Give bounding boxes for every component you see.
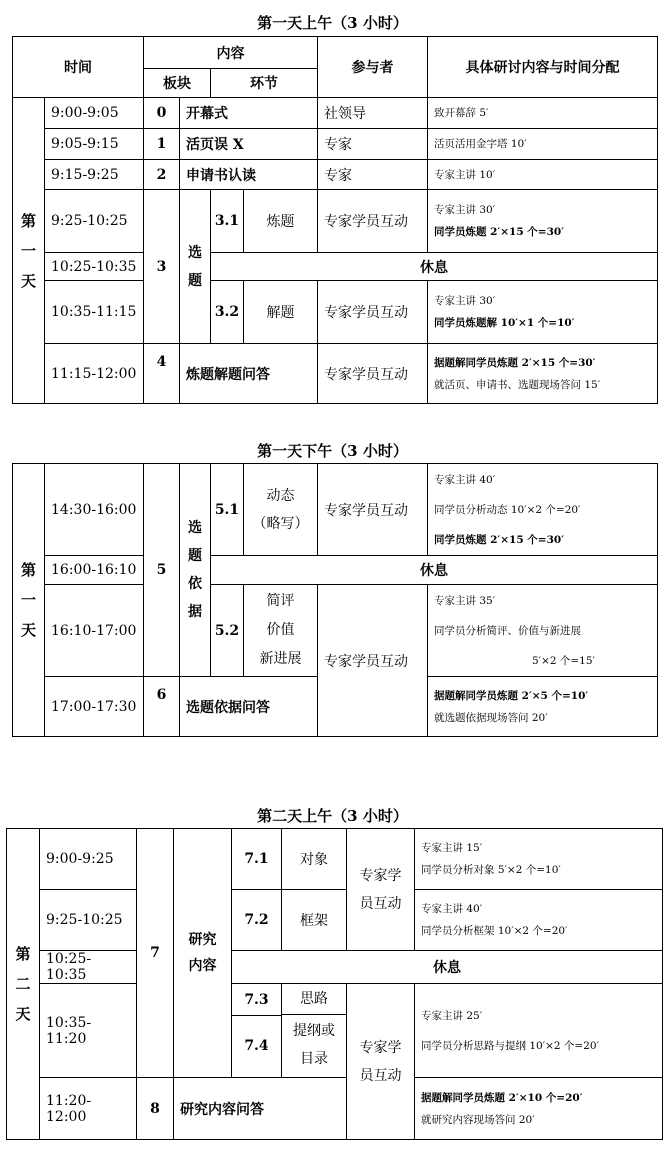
time-cell: 11:20-12:00 (40, 1078, 137, 1140)
sub-cell-stack (232, 984, 282, 1078)
detail-cell: 专家主讲 15′ 同学员分析对象 5′×2 个=10′ (415, 829, 663, 890)
header-time: 时间 (13, 37, 144, 98)
block-name: 开幕式 (180, 98, 318, 129)
block-number: 6 (144, 677, 180, 737)
block-number: 8 (137, 1078, 174, 1140)
time-cell: 17:00-17:30 (45, 677, 144, 737)
detail-cell: 专家主讲 35′ 同学员分析简评、价值与新进展 5′×2 个=15′ (428, 585, 658, 677)
sub-number: 3.1 (211, 190, 244, 253)
detail-cell: 专家主讲 25′ 同学员分析思路与提纲 10′×2 个=20′ (415, 984, 663, 1078)
day-label: 第 二 天 (7, 829, 40, 1140)
schedule-table-day1-afternoon (12, 463, 658, 737)
sub-name: 解题 (244, 281, 318, 344)
participants-cell: 专家学员互动 (318, 281, 428, 344)
time-cell: 16:10-17:00 (45, 585, 144, 677)
block-number: 1 (144, 129, 180, 160)
sub-number: 7.3 (232, 985, 281, 1016)
sub-name-stack (282, 984, 347, 1078)
block-number: 7 (137, 829, 174, 1078)
block-name: 炼题解题问答 (180, 344, 318, 404)
header-step: 环节 (211, 69, 318, 98)
sub-name: 框架 (282, 890, 347, 951)
sub-name: 对象 (282, 829, 347, 890)
time-cell: 11:15-12:00 (45, 344, 144, 404)
detail-cell: 专家主讲 40′ 同学员分析框架 10′×2 个=20′ (415, 890, 663, 951)
detail-cell: 专家主讲 10′ (428, 160, 658, 190)
header-block: 板块 (144, 69, 211, 98)
time-cell: 16:00-16:10 (45, 556, 144, 585)
time-cell: 10:25-10:35 (45, 253, 144, 281)
participants-cell: 专家学员互动 (318, 464, 428, 556)
block-name: 研究内容问答 (174, 1078, 347, 1140)
participants-cell: 专家学 员互动 (347, 829, 415, 951)
sub-number: 7.1 (232, 829, 282, 890)
sub-number: 3.2 (211, 281, 244, 344)
section2-title: 第一天下午（3 小时） (257, 442, 408, 460)
sub-number: 7.2 (232, 890, 282, 951)
time-cell: 10:25-10:35 (40, 951, 137, 984)
header-content: 内容 (144, 37, 318, 69)
header-participants: 参与者 (318, 37, 428, 98)
detail-cell: 致开幕辞 5′ (428, 98, 658, 129)
participants-cell: 专家学 员互动 (347, 984, 415, 1140)
detail-cell: 专家主讲 30′ 同学员炼题解 10′×1 个=10′ (428, 281, 658, 344)
block-number: 3 (144, 190, 180, 344)
participants-cell: 专家学员互动 (318, 585, 428, 737)
block-name: 选题依据问答 (180, 677, 318, 737)
sub-name: 炼题 (244, 190, 318, 253)
block-name-vertical: 选 题 (180, 190, 211, 344)
time-cell: 9:15-9:25 (45, 160, 144, 190)
participants-cell: 专家 (318, 129, 428, 160)
header-detail: 具体研讨内容与时间分配 (428, 37, 658, 98)
time-cell: 14:30-16:00 (45, 464, 144, 556)
block-number: 5 (144, 464, 180, 677)
detail-cell: 据题解同学员炼题 2′×15 个=30′ 就活页、申请书、选题现场答问 15′ (428, 344, 658, 404)
block-number: 4 (144, 344, 180, 404)
day-label: 第 一 天 (13, 464, 45, 737)
break-cell: 休息 (211, 253, 658, 281)
section3-title: 第二天上午（3 小时） (257, 807, 408, 825)
sub-name: 动态 （略写） (244, 464, 318, 556)
block-number: 0 (144, 98, 180, 129)
block-name: 活页误 X (180, 129, 318, 160)
break-cell: 休息 (232, 951, 663, 984)
schedule-table-day2-morning (6, 828, 663, 1140)
block-name-vertical: 研究 内容 (174, 829, 232, 1078)
break-cell: 休息 (211, 556, 658, 585)
time-cell: 9:25-10:25 (40, 890, 137, 951)
sub-name: 提纲或 目录 (293, 1023, 335, 1067)
detail-cell: 活页活用金字塔 10′ (428, 129, 658, 160)
time-cell: 10:35-11:20 (40, 984, 137, 1078)
time-cell: 10:35-11:15 (45, 281, 144, 344)
day-label: 第 一 天 (13, 98, 45, 404)
detail-cell: 据题解同学员炼题 2′×5 个=10′ 就选题依据现场答问 20′ (428, 677, 658, 737)
time-cell: 9:00-9:25 (40, 829, 137, 890)
detail-cell: 专家主讲 30′ 同学员炼题 2′×15 个=30′ (428, 190, 658, 253)
detail-cell: 专家主讲 40′ 同学员分析动态 10′×2 个=20′ 同学员炼题 2′×15 个=30′ (428, 464, 658, 556)
sub-number: 5.1 (211, 464, 244, 556)
sub-number: 5.2 (211, 585, 244, 677)
block-name-vertical: 选 题 依 据 (180, 464, 211, 677)
block-name: 申请书认读 (180, 160, 318, 190)
section1-title: 第一天上午（3 小时） (257, 14, 408, 32)
participants-cell: 专家 (318, 160, 428, 190)
block-number: 2 (144, 160, 180, 190)
time-cell: 9:00-9:05 (45, 98, 144, 129)
schedule-table-day1-morning (12, 36, 658, 404)
participants-cell: 专家学员互动 (318, 190, 428, 253)
detail-cell: 据题解同学员炼题 2′×10 个=20′ 就研究内容现场答问 20′ (415, 1078, 663, 1140)
sub-name: 简评 价值 新进展 (244, 585, 318, 677)
sub-number: 7.4 (244, 1038, 269, 1054)
time-cell: 9:25-10:25 (45, 190, 144, 253)
sub-name: 思路 (282, 984, 346, 1015)
time-cell: 9:05-9:15 (45, 129, 144, 160)
participants-cell: 社领导 (318, 98, 428, 129)
participants-cell: 专家学员互动 (318, 344, 428, 404)
